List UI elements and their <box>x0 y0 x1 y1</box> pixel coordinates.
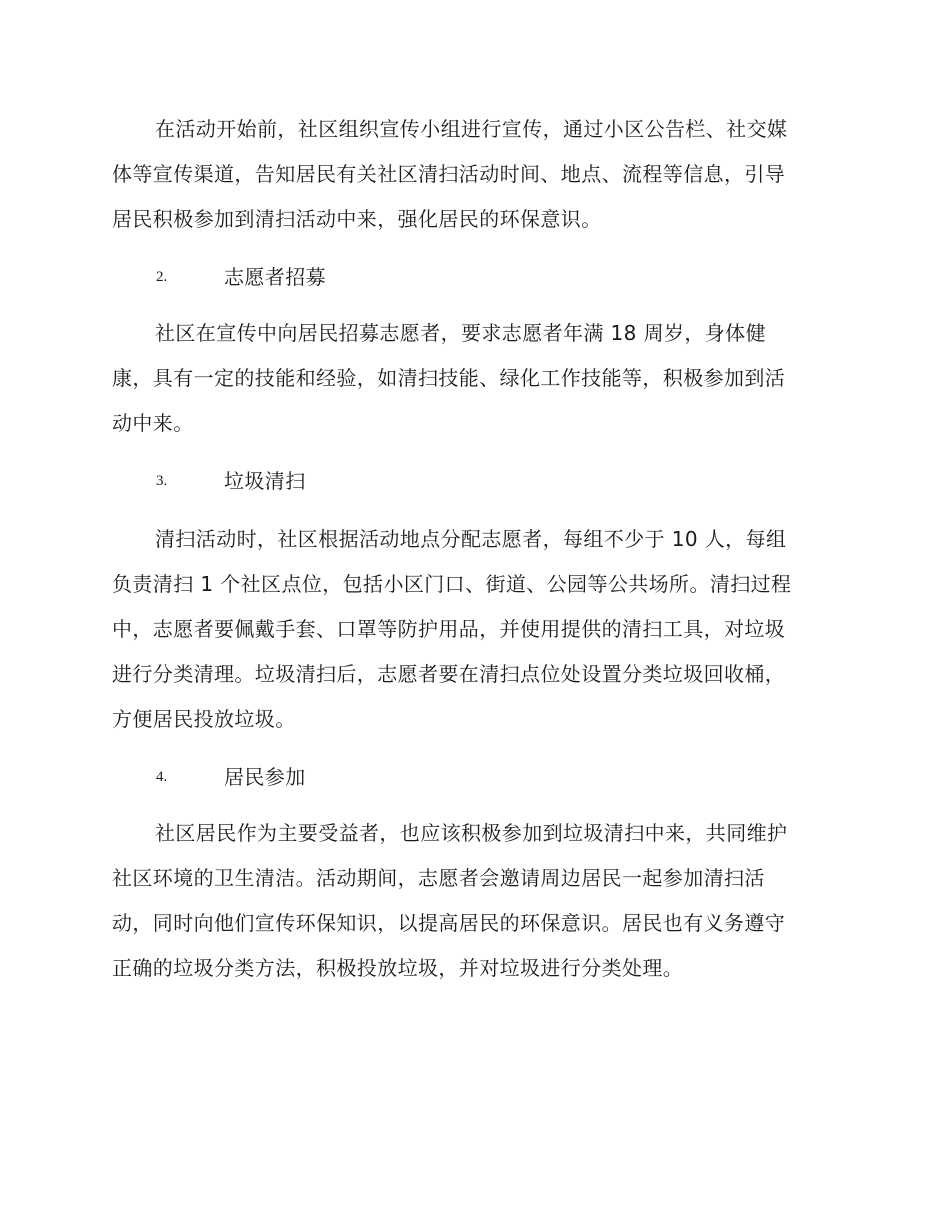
paragraph-line: 社区居民作为主要受益者，也应该积极参加到垃圾清扫中来，共同维护 <box>155 821 788 845</box>
paragraph-line: 正确的垃圾分类方法，积极投放垃圾，并对垃圾进行分类处理。 <box>112 956 684 980</box>
paragraph-line: 负责清扫 1 个社区点位，包括小区门口、街道、公园等公共场所。清扫过程 <box>112 572 792 596</box>
paragraph-line: 动中来。 <box>112 411 194 435</box>
paragraph-line: 社区环境的卫生清洁。活动期间，志愿者会邀请周边居民一起参加清扫活 <box>112 866 765 890</box>
paragraph-line: 居民积极参加到清扫活动中来，强化居民的环保意识。 <box>112 207 602 231</box>
section-number: 2. <box>156 269 168 285</box>
section-heading: 志愿者招募 <box>224 265 326 289</box>
paragraph-line: 动，同时向他们宣传环保知识，以提高居民的环保意识。居民也有义务遵守 <box>112 911 786 935</box>
paragraph-line: 体等宣传渠道，告知居民有关社区清扫活动时间、地点、流程等信息，引导 <box>112 162 786 186</box>
section-number: 4. <box>156 769 168 785</box>
paragraph-line: 清扫活动时，社区根据活动地点分配志愿者，每组不少于 10 人，每组 <box>155 527 787 551</box>
paragraph-line: 方便居民投放垃圾。 <box>112 707 296 731</box>
paragraph-line: 进行分类清理。垃圾清扫后，志愿者要在清扫点位处设置分类垃圾回收桶， <box>112 662 786 686</box>
paragraph-line: 康，具有一定的技能和经验，如清扫技能、绿化工作技能等，积极参加到活 <box>112 366 786 390</box>
section-heading: 垃圾清扫 <box>224 469 306 493</box>
paragraph-line: 在活动开始前，社区组织宣传小组进行宣传，通过小区公告栏、社交媒 <box>155 117 788 141</box>
paragraph-line: 中，志愿者要佩戴手套、口罩等防护用品，并使用提供的清扫工具，对垃圾 <box>112 617 786 641</box>
paragraph-line: 社区在宣传中向居民招募志愿者，要求志愿者年满 18 周岁，身体健 <box>155 321 766 345</box>
section-heading: 居民参加 <box>224 765 306 789</box>
section-number: 3. <box>156 473 168 489</box>
